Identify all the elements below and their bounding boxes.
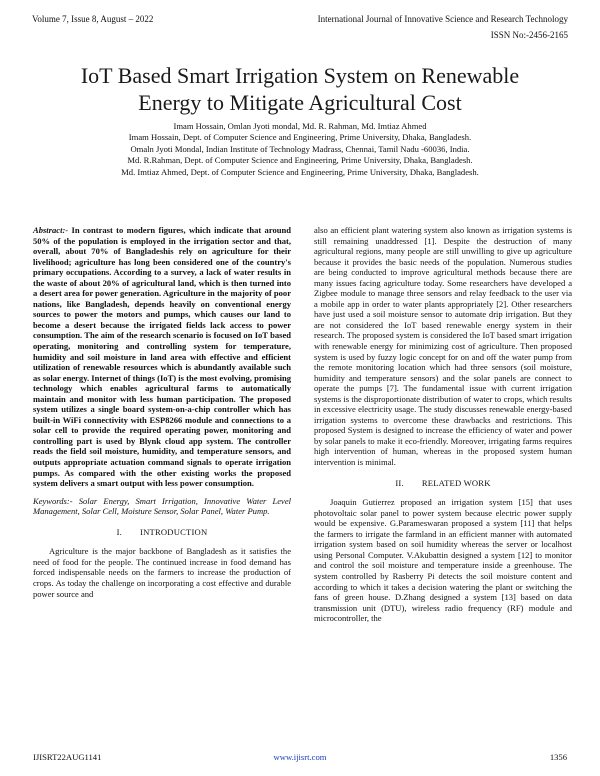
abstract-text: In contrast to modern figures, which indicate that around 50% of the population is employed in the irrigation sector and that, overall, about 70% of Bangladeshis rely on agriculture for their livelihood; agriculture has long been considered one of the country's primary occupations. According to a survey, a lack of water results in the waste of about 20% of agricultural land, which is then turned into a desert area for power generation. Agriculture in the majority of poor nations, like Bangladesh, depends heavily on conventional energy sources to power the motors and pumps, which causes our land to become a desert because the irrigated fields lack access to power consumption. The aim of the research scenario is focused on IoT based operating, monitoring and controlling system for temperature, humidity and soil moisture in land area with effective and efficient utilization of renewable resources which is abundantly available such as solar energy. Internet of things (IoT) is the most evolving, promising technology which enables agricultural farms to automatically maintain and monitor with less human participation. The proposed system utilizes a single board system-on-a-chip controller which has built-in WiFi connectivity with ESP8266 module and connections to a solar cell to provide the required operating power, monitoring and controlling part is used by Blynk cloud app system. The controller reads the field soil moisture, humidity, and temperature sensors, and outputs appropriate actuation command signals to operate irrigation pumps. As compared with the other existing works the proposed system delivers a smart output with less power consumption. <box>33 225 291 489</box>
related-work-paragraph: Joaquin Gutierrez proposed an irrigation system [15] that uses photovoltaic solar panel to power system because electric power supply would be expensive. G.Parameswaran proposed a system [11] that helps the farmers to irrigate the farmland in an efficient manner with automated irrigation system based on soil humidity whereas the server or localhost using Personal Computer. V.Akubattin designed a system [12] to monitor and control the soil moisture and temperature inside a greenhouse. The system controlled by Rasberry Pi detects the soil moisture content and according to which it takes a decision watering the plant or switching the fans of green house. D.Zhang designed a system [13] based on data transmission unit (DTU), wireless radio frequency (RF) module and microcontroller, the <box>314 497 572 624</box>
section-heading-introduction <box>33 527 291 538</box>
author-affiliation: Imam Hossain, Dept. of Computer Science and Engineering, Prime University, Dhaka, Bangladesh. <box>128 132 472 143</box>
author-names: Imam Hossain, Omlan Jyoti mondal, Md. R. Rahman, Md. Imtiaz Ahmed <box>173 121 427 131</box>
section-title: RELATED WORK <box>421 477 491 488</box>
author-affiliation: Md. R.Rahman, Dept. of Computer Science and Engineering, Prime University, Dhaka, Bangladesh. <box>127 155 473 166</box>
intro-paragraph: Agriculture is the major backbone of Bangladesh as it satisfies the need of food for the people. The continued increase in food demand has forced indispensable needs on the farmers to increase the production of crops. As today the challenge on incorporating a cost effective and durable power source and <box>33 546 291 599</box>
title-line-1: IoT Based Smart Irrigation System on Renewable <box>80 63 520 88</box>
header-volume: Volume 7, Issue 8, August – 2022 <box>32 14 154 24</box>
right-column <box>314 225 572 624</box>
abstract-label: Abstract:- <box>33 225 69 235</box>
abstract <box>33 225 291 489</box>
author-block <box>40 121 560 178</box>
header-journal: International Journal of Innovative Science and Research Technology <box>317 14 568 24</box>
section-number: II. <box>395 477 404 488</box>
title-line-2: Energy to Mitigate Agricultural Cost <box>138 90 462 115</box>
paper-title <box>40 62 560 116</box>
left-column <box>33 225 291 599</box>
author-affiliation: Md. Imtiaz Ahmed, Dept. of Computer Science and Engineering, Prime University, Dhaka, Bangladesh. <box>121 166 479 177</box>
intro-paragraph-continued: also an efficient plant watering system also known as irrigation systems is still remaining unaddressed [1]. Despite the destruction of many agricultural regions, many people are still unwilling to give up agriculture because it provides the basic needs of the population. Numerous studies are being conducted to improve agricultural methods because there are many issues facing agriculture today. Some researchers have developed a Zigbee module to manage three sensors and relay feedback to the user via a mobile app in order to water plants appropriately [2]. Other researchers have just used a soil moisture sensor to automate drip irrigation. But they are not considered the IoT based renewable energy system in their research. The proposed system is considered the IoT based smart irrigation with renewable energy for minimizing cost of agriculture. Then proposed system is used by fuzzy logic concept for on and off the water pump from the remote monitoring location which had three sensors (soil moisture, humidity and temperature sensors) and the solar panels are connect to operate the pumps [7]. The fundamental issue with current irrigation systems is the disproportionate distribution of water to crops, which results in excessive electricity usage. The study discusses renewable energy-based irrigation systems to overcome these drawbacks and restrictions. This proposed System is designed to increase the efficiency of water and power by solar panels to make it eco-friendly. Moreover, irrigating farms requires high intervention of human, whereas in the proposed system human intervention is minimal. <box>314 225 572 468</box>
keywords: Keywords:- Solar Energy, Smart Irrigation, Innovative Water Level Management, Solar Cell, Moisture Sensor, Solar Panel, Water Pump. <box>33 495 291 517</box>
header-issn: ISSN No:-2456-2165 <box>490 30 568 40</box>
footer-url-link[interactable]: www.ijisrt.com <box>273 752 327 762</box>
footer-page-number: 1356 <box>549 752 567 762</box>
footer-paper-id: IJISRT22AUG1141 <box>33 752 102 762</box>
section-heading-related-work <box>314 478 572 489</box>
section-title: INTRODUCTION <box>140 526 208 537</box>
author-affiliation: Omaln Jyoti Mondal, Indian Institute of Technology Madrass, Chennai, Tamil Nadu -60036, India. <box>130 143 470 154</box>
section-number: I. <box>116 526 123 537</box>
